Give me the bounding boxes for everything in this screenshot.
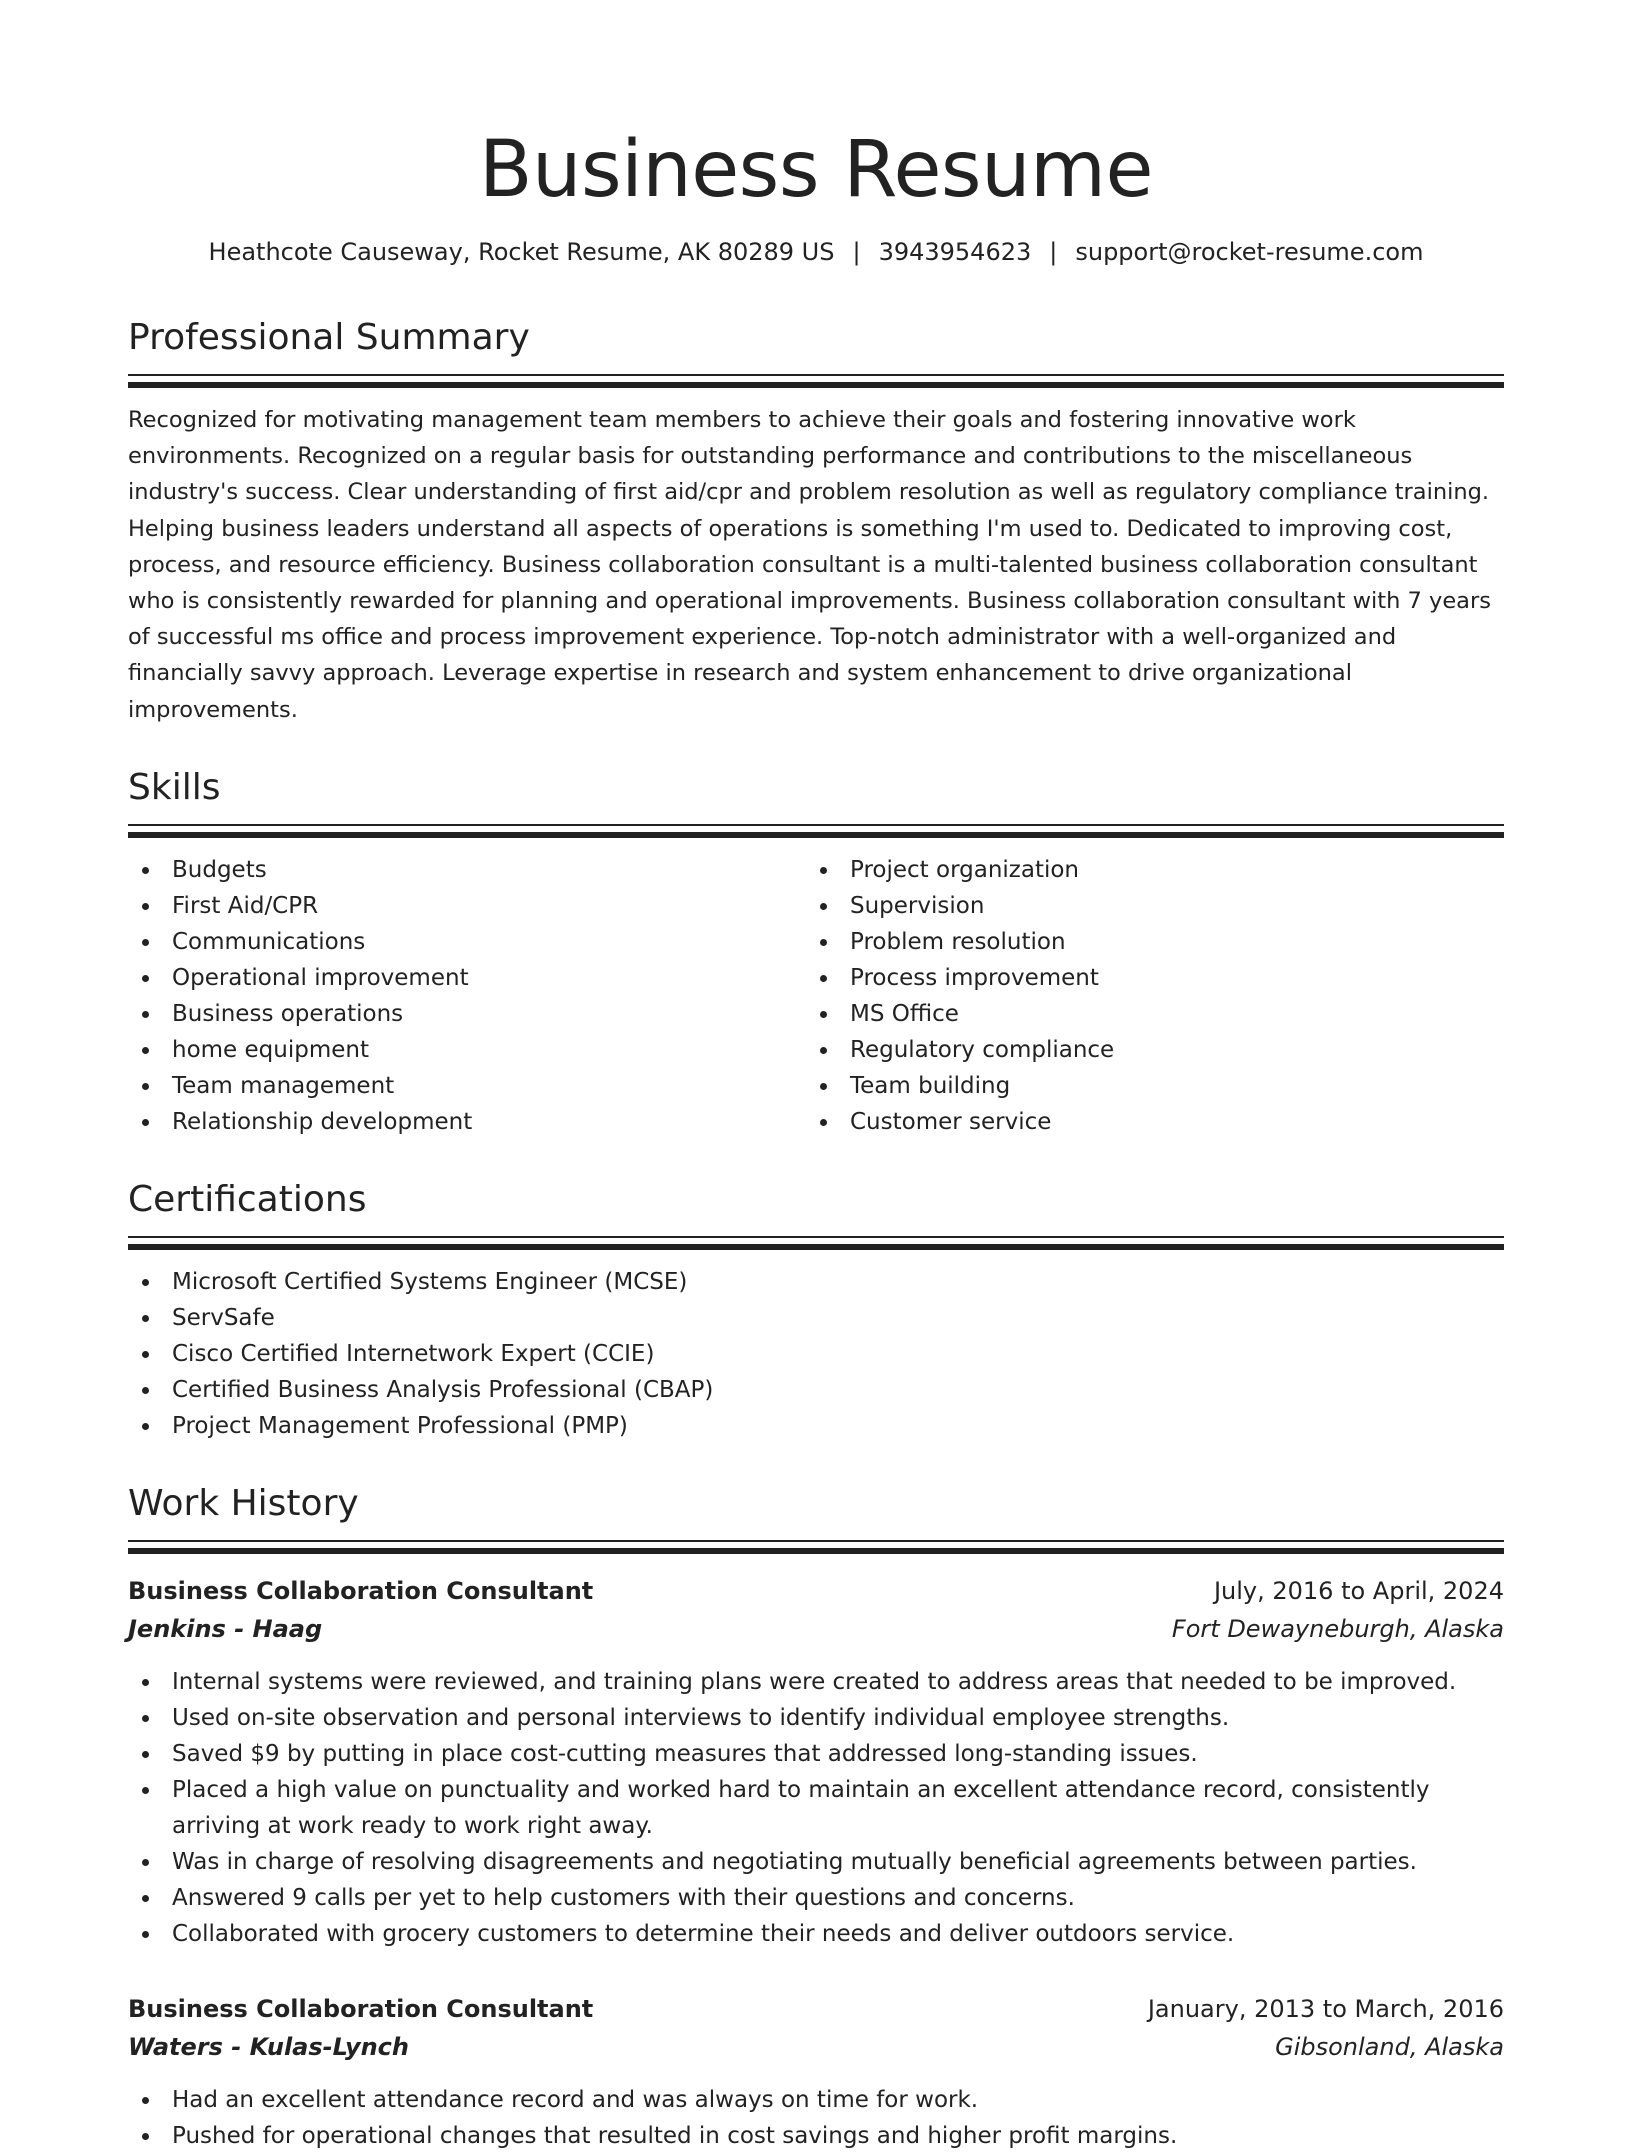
skills-section: [128, 766, 1504, 1140]
summary-section: [128, 316, 1504, 728]
job-subheader: [128, 1610, 1504, 1648]
certifications-section: [128, 1178, 1504, 1444]
job-location: Fort Dewayneburgh, Alaska: [1171, 1614, 1504, 1643]
skill-item: Customer service: [806, 1104, 1484, 1140]
job-bullet: Answered 9 calls per yet to help customers with their questions and concerns.: [128, 1880, 1504, 1916]
skill-item: MS Office: [806, 996, 1484, 1032]
job-bullets: [128, 2082, 1504, 2154]
skill-item: Communications: [128, 924, 806, 960]
skills-column-right: [806, 852, 1484, 1140]
skill-item: Regulatory compliance: [806, 1032, 1484, 1068]
skill-item: Supervision: [806, 888, 1484, 924]
section-divider: [128, 1236, 1504, 1250]
contact-line: [128, 236, 1504, 268]
certification-item: Cisco Certified Internetwork Expert (CCIE): [128, 1336, 1504, 1372]
job-bullet: Used on-site observation and personal interviews to identify individual employee strengths.: [128, 1700, 1504, 1736]
skill-item: home equipment: [128, 1032, 806, 1068]
job-bullet: Was in charge of resolving disagreements and negotiating mutually beneficial agreements between parties.: [128, 1844, 1504, 1880]
job-header: [128, 1572, 1504, 1610]
certification-item: Project Management Professional (PMP): [128, 1408, 1504, 1444]
skill-item: Team building: [806, 1068, 1484, 1104]
certification-item: Certified Business Analysis Professional (CBAP): [128, 1372, 1504, 1408]
job-location: Gibsonland, Alaska: [1275, 2032, 1504, 2061]
job-bullet: Had an excellent attendance record and was always on time for work.: [128, 2082, 1504, 2118]
job-bullet: Internal systems were reviewed, and training plans were created to address areas that needed to be improved.: [128, 1664, 1504, 1700]
section-title-certifications: Certifications: [128, 1178, 367, 1220]
job-entry: [128, 1990, 1504, 2154]
job-company: Waters - Kulas-Lynch: [128, 2032, 409, 2061]
contact-phone: 3943954623: [878, 238, 1032, 266]
skill-item: Relationship development: [128, 1104, 806, 1140]
skills-column-left: [128, 852, 806, 1140]
job-dates: January, 2013 to March, 2016: [1147, 1994, 1504, 2023]
skill-item: Operational improvement: [128, 960, 806, 996]
skill-item: Problem resolution: [806, 924, 1484, 960]
contact-email: support@rocket-resume.com: [1075, 238, 1424, 266]
skill-item: Team management: [128, 1068, 806, 1104]
job-bullet: Pushed for operational changes that resulted in cost savings and higher profit margins.: [128, 2118, 1504, 2154]
certification-item: ServSafe: [128, 1300, 1504, 1336]
certifications-list: [128, 1264, 1504, 1444]
job-bullets: [128, 1664, 1504, 1952]
skill-item: First Aid/CPR: [128, 888, 806, 924]
job-company: Jenkins - Haag: [128, 1614, 323, 1643]
section-title-skills: Skills: [128, 766, 221, 808]
contact-address: Heathcote Causeway, Rocket Resume, AK 80289 US: [208, 238, 835, 266]
section-divider: [128, 1540, 1504, 1554]
job-dates: July, 2016 to April, 2024: [1213, 1576, 1504, 1605]
job-bullet: Collaborated with grocery customers to determine their needs and deliver outdoors service.: [128, 1916, 1504, 1952]
job-subheader: [128, 2028, 1504, 2066]
job-entry: [128, 1572, 1504, 1952]
skill-item: Project organization: [806, 852, 1484, 888]
summary-text: Recognized for motivating management team members to achieve their goals and fostering innovative work environments. Recognized on a regular basis for outstanding performance and contributions to the miscellaneous industry's success. Clear understanding of first aid/cpr and problem resolution as well as regulatory compliance training. Helping business leaders understand all aspects of operations is something I'm used to. Dedicated to improving cost, process, and resource efficiency. Business collaboration consultant is a multi-talented business collaboration consultant who is consistently rewarded for planning and operational improvements. Business collaboration consultant with 7 years of successful ms office and process improvement experience. Top-notch administrator with a well-organized and financially savvy approach. Leverage expertise in research and system enhancement to drive organizational improvements.: [128, 407, 1491, 723]
section-divider: [128, 824, 1504, 838]
contact-separator: |: [852, 238, 861, 266]
skill-item: Business operations: [128, 996, 806, 1032]
work-history-section: [128, 1482, 1504, 2154]
job-title: Business Collaboration Consultant: [128, 1994, 594, 2023]
contact-separator: |: [1049, 238, 1058, 266]
job-bullet: Placed a high value on punctuality and worked hard to maintain an excellent attendance record, consistently arriving at work ready to work right away.: [128, 1772, 1504, 1844]
job-title: Business Collaboration Consultant: [128, 1576, 594, 1605]
skill-item: Budgets: [128, 852, 806, 888]
section-title-work-history: Work History: [128, 1482, 359, 1524]
section-divider: [128, 374, 1504, 388]
skills-list: [128, 852, 1504, 1140]
skill-item: Process improvement: [806, 960, 1484, 996]
section-title-summary: Professional Summary: [128, 317, 530, 358]
certification-item: Microsoft Certified Systems Engineer (MCSE): [128, 1264, 1504, 1300]
job-header: [128, 1990, 1504, 2028]
resume-title: Business Resume: [479, 125, 1153, 215]
job-bullet: Saved $9 by putting in place cost-cutting measures that addressed long-standing issues.: [128, 1736, 1504, 1772]
